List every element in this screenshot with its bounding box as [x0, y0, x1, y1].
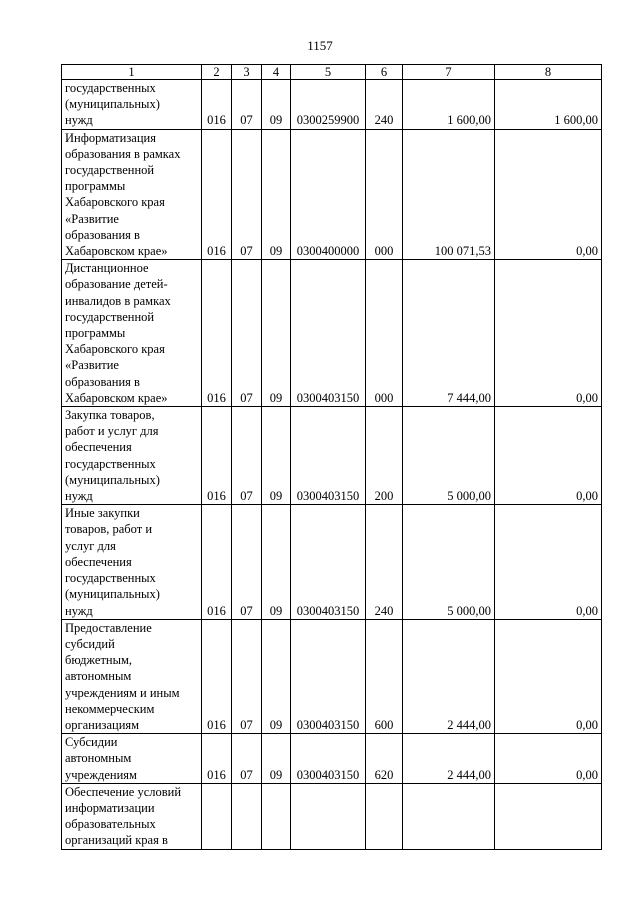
cell-amount-2: 0,00: [495, 505, 602, 619]
cell-target-article: 0300403150: [291, 407, 366, 505]
cell-expense-type: 000: [366, 260, 403, 407]
cell-subsection: 09: [262, 505, 291, 619]
header-cell: 2: [202, 65, 232, 80]
cell-ministry: 016: [202, 80, 232, 130]
cell-section: 07: [232, 80, 262, 130]
cell-section: 07: [232, 505, 262, 619]
cell-amount: 5 000,00: [403, 505, 495, 619]
header-row: [62, 65, 602, 80]
header-cell: 7: [403, 65, 495, 80]
row-name: Предоставление субсидий бюджетным, автономным учреждениям и иным некоммерческим организациям: [62, 619, 202, 733]
table-row: [62, 407, 602, 505]
row-name: государственных (муниципальных) нужд: [62, 80, 202, 130]
table-row: [62, 783, 602, 849]
cell-amount-2: [495, 783, 602, 849]
cell-expense-type: 000: [366, 129, 403, 260]
cell-target-article: 0300403150: [291, 619, 366, 733]
cell-section: 07: [232, 734, 262, 784]
cell-amount: 100 071,53: [403, 129, 495, 260]
cell-expense-type: 240: [366, 505, 403, 619]
cell-section: 07: [232, 129, 262, 260]
cell-ministry: 016: [202, 407, 232, 505]
cell-ministry: 016: [202, 734, 232, 784]
header-cell: 3: [232, 65, 262, 80]
header-cell: 8: [495, 65, 602, 80]
cell-ministry: 016: [202, 129, 232, 260]
cell-amount-2: 0,00: [495, 407, 602, 505]
cell-section: 07: [232, 407, 262, 505]
cell-section: [232, 783, 262, 849]
cell-target-article: 0300400000: [291, 129, 366, 260]
page-number: 1157: [307, 38, 333, 53]
row-name: Информатизация образования в рамках государственной программы Хабаровского края «Развитие образования в Хабаровском крае»: [62, 129, 202, 260]
cell-expense-type: 200: [366, 407, 403, 505]
cell-ministry: 016: [202, 505, 232, 619]
cell-target-article: 0300403150: [291, 260, 366, 407]
header-cell: 6: [366, 65, 403, 80]
cell-subsection: 09: [262, 129, 291, 260]
table-row: [62, 734, 602, 784]
cell-ministry: [202, 783, 232, 849]
header-cell: 1: [62, 65, 202, 80]
row-name: Дистанционное образование детей- инвалидов в рамках государственной программы Хабаровского края «Развитие образования в Хабаровском крае»: [62, 260, 202, 407]
cell-amount-2: 0,00: [495, 619, 602, 733]
cell-amount-2: 0,00: [495, 734, 602, 784]
row-name: Обеспечение условий информатизации образовательных организаций края в: [62, 783, 202, 849]
cell-target-article: 0300259900: [291, 80, 366, 130]
cell-amount: [403, 783, 495, 849]
cell-subsection: 09: [262, 260, 291, 407]
cell-amount: 2 444,00: [403, 619, 495, 733]
budget-table: [61, 64, 602, 850]
cell-amount: 7 444,00: [403, 260, 495, 407]
cell-target-article: 0300403150: [291, 505, 366, 619]
cell-amount-2: 0,00: [495, 129, 602, 260]
cell-subsection: 09: [262, 80, 291, 130]
header-cell: 5: [291, 65, 366, 80]
cell-ministry: 016: [202, 619, 232, 733]
cell-amount: 1 600,00: [403, 80, 495, 130]
row-name: Закупка товаров, работ и услуг для обеспечения государственных (муниципальных) нужд: [62, 407, 202, 505]
cell-section: 07: [232, 619, 262, 733]
cell-subsection: 09: [262, 619, 291, 733]
cell-amount: 2 444,00: [403, 734, 495, 784]
cell-ministry: 016: [202, 260, 232, 407]
cell-amount: 5 000,00: [403, 407, 495, 505]
cell-amount-2: 0,00: [495, 260, 602, 407]
table-row: [62, 505, 602, 619]
cell-subsection: 09: [262, 734, 291, 784]
cell-target-article: 0300403150: [291, 734, 366, 784]
table-row: [62, 619, 602, 733]
cell-subsection: 09: [262, 407, 291, 505]
cell-expense-type: 620: [366, 734, 403, 784]
table-row: [62, 80, 602, 130]
cell-subsection: [262, 783, 291, 849]
cell-target-article: [291, 783, 366, 849]
cell-expense-type: 600: [366, 619, 403, 733]
row-name: Субсидии автономным учреждениям: [62, 734, 202, 784]
cell-expense-type: 240: [366, 80, 403, 130]
cell-section: 07: [232, 260, 262, 407]
cell-expense-type: [366, 783, 403, 849]
row-name: Иные закупки товаров, работ и услуг для обеспечения государственных (муниципальных) нужд: [62, 505, 202, 619]
table-row: [62, 260, 602, 407]
cell-amount-2: 1 600,00: [495, 80, 602, 130]
table-row: [62, 129, 602, 260]
header-cell: 4: [262, 65, 291, 80]
